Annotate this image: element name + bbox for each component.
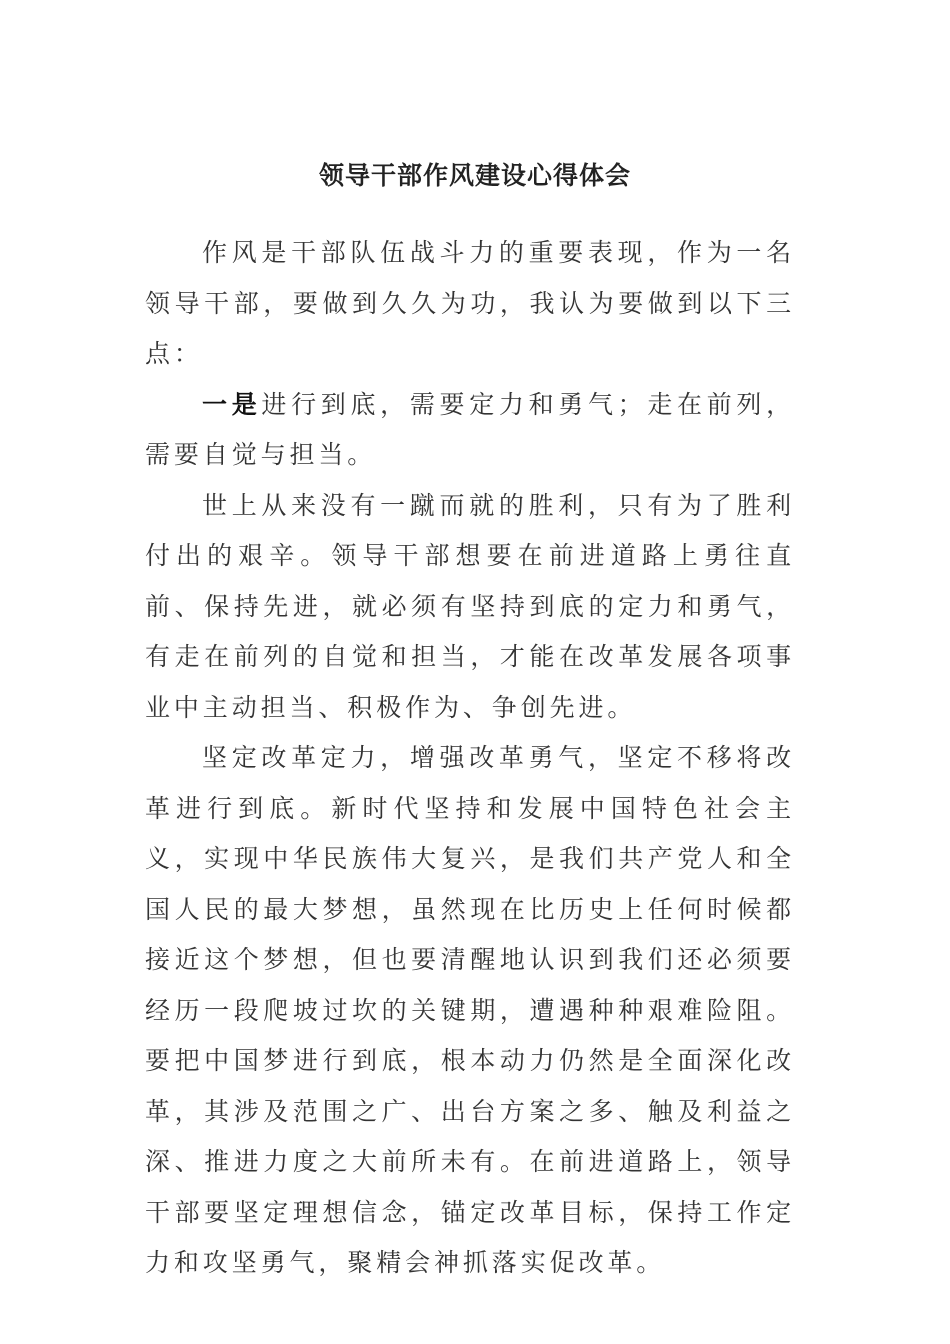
document-title: 领导干部作风建设心得体会 [318,161,631,190]
paragraph-victory-text: 世上从来没有一蹴而就的胜利，只有为了胜利付出的艰辛。领导干部想要在前进道路上勇往直前、保持先进，就必须有坚持到底的定力和勇气，有走在前列的自觉和担当，才能在改革发展各项事业中主动担当、积极作为、争创先进。 [145,490,795,722]
point-one-text: 进行到底，需要定力和勇气；走在前列，需要自觉与担当。 [145,389,795,469]
paragraph-reform-text: 坚定改革定力，增强改革勇气，坚定不移将改革进行到底。新时代坚持和发展中国特色社会主义，实现中华民族伟大复兴，是我们共产党人和全国人民的最大梦想，虽然现在比历史上任何时候都接近这个梦想，但也要清醒地认识到我们还必须要经历一段爬坡过坎的关键期，遭遇种种艰难险阻。要把中国梦进行到底，根本动力仍然是全面深化改革，其涉及范围之广、出台方案之多、触及利益之深、推进力度之大前所未有。在前进道路上，领导干部要坚定理想信念，锚定改革目标，保持工作定力和攻坚勇气，聚精会神抓落实促改革。 [145,743,795,1277]
paragraph-point-one [145,380,795,481]
paragraph-intro [145,228,795,380]
point-one-lead: 一是 [202,389,262,419]
document-body [145,228,795,1289]
paragraph-victory [145,481,795,734]
paragraph-reform [145,733,795,1289]
paragraph-intro-text: 作风是干部队伍战斗力的重要表现，作为一名领导干部，要做到久久为功，我认为要做到以下三点： [145,238,795,368]
